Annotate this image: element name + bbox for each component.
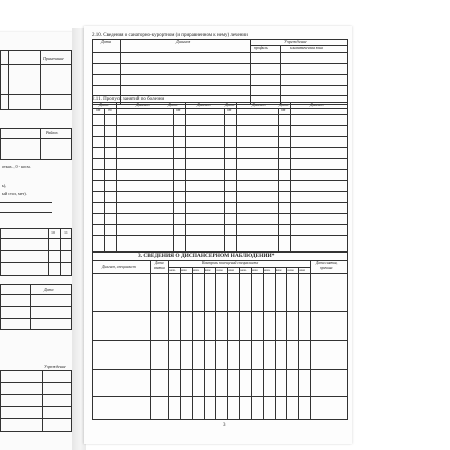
col-211-date-3: Дата [225,102,235,107]
section-210-title: 2.10. Сведения о санаторно-курортном (и приравненном к нему) лечении [92,33,248,38]
left-page [0,32,72,450]
right-page [84,26,352,444]
col-3-removal: Дата снятия, [316,261,338,265]
sub-211-from-2: от [176,108,181,112]
col-211-diagnosis-2: Диагноз [197,102,211,107]
sub-3-appeared: явка [299,267,306,272]
col-210-diagnosis: Диагноз [176,39,191,44]
left-table-lower [0,228,72,276]
sub-3-assigned: назн. [263,267,271,272]
col-210-date: Дата [101,39,111,44]
left-note-1: отказ.., 0 - косм. [2,164,31,169]
sub-3-assigned: назн. [192,267,200,272]
left-table-mid [0,128,72,160]
col-210-institution: Учреждение [284,39,307,44]
col-3-diagnosis: Диагноз, специалист [102,265,136,269]
page-number: 3 [223,423,226,428]
col-3-removal-reason: причина [320,266,333,270]
sub-3-appeared: явка [228,267,235,272]
sub-211-from-4: от [281,108,286,112]
left-reject-label: Райвоз. [46,130,59,135]
left-note-3: ый стол, мет). [2,191,27,196]
sub-211-from-3: от [227,108,232,112]
section-3-title: 3. СВЕДЕНИЯ О ДИСПАНСЕРНОМ НАБЛЮДЕНИИ* [138,253,275,259]
section-211-title: 2.11. Пропуск занятий по болезни [92,97,165,102]
left-note-header: Примечание [43,56,64,61]
left-table-bottom [0,370,72,432]
sub-3-assigned: назн. [169,267,176,272]
sub-3-appeared: явка [252,267,258,272]
col-3-control: Контроль посещений специалиста [202,261,259,265]
sub-210-profile: профиль [254,46,268,50]
left-date-label: Дата [44,287,54,292]
left-col-10: 10 [51,230,55,235]
sub-3-appeared: явка [181,267,187,272]
sub-211-from-1: от [96,108,101,112]
sub-3-appeared: явка [275,267,282,272]
sub-3-appeared: явка [204,267,211,272]
col-211-diagnosis-1: Диагноз [136,102,150,107]
sub-211-to-1: до [108,108,112,112]
sub-3-assigned: назн. [216,267,224,272]
col-3-date-2: взятия [154,266,165,270]
left-note-2: ь), [2,183,7,188]
sub-3-assigned: назн. [240,267,247,272]
col-211-date-2: Дата [168,102,178,107]
col-211-diagnosis-4: Диагноз [310,102,324,107]
left-col-11: 11 [64,230,68,235]
col-211-diagnosis-3: Диагноз [252,102,266,107]
sub-3-assigned: назн. [287,267,295,272]
left-table-date [0,284,72,330]
sub-210-climate: климатическая зона [290,46,323,50]
left-institution-label: Учреждение [44,364,66,369]
col-211-date-4: Дата [279,102,289,107]
col-3-date: Дата [155,261,164,265]
col-211-date-1: Дата [99,102,109,107]
